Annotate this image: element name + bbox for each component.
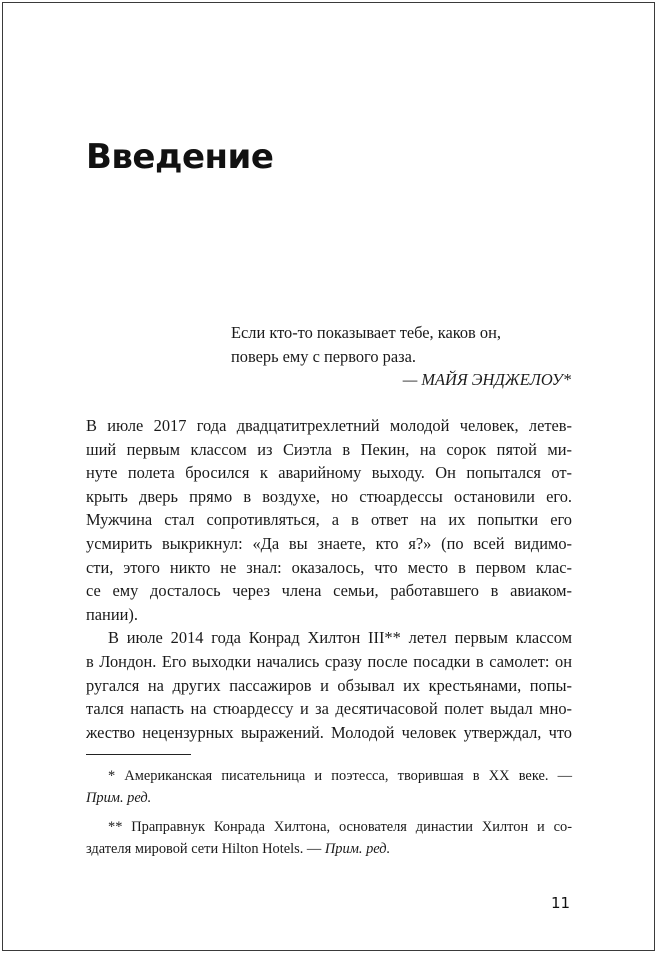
epigraph-line: Если кто-то показывает тебе, каков он, — [231, 323, 501, 342]
text-line: пании). — [86, 604, 138, 624]
text-line: сти, этого никто не знал: оказалось, что место в первом клас- — [86, 557, 572, 577]
text-line: се ему досталось через члена семьи, работавшего в авиаком- — [86, 581, 572, 601]
epigraph-author: — МАЙЯ ЭНДЖЕЛОУ* — [402, 370, 571, 390]
epigraph-line: поверь ему с первого раза. — [231, 346, 416, 366]
body-text — [86, 414, 572, 744]
footnote-line: ** Праправнук Конрада Хилтона, основателя династии Хилтон и со- — [108, 818, 572, 835]
footnote-editor-mark: Прим. ред. — [86, 790, 152, 807]
book-page — [2, 2, 655, 951]
epigraph — [231, 321, 571, 392]
footnote-line: * Американская писательница и поэтесса, творившая в XX веке. — — [108, 768, 572, 784]
paragraph-1 — [86, 414, 572, 626]
text-line: Мужчина стал сопротивляться, а в ответ на их попытки его — [86, 510, 572, 530]
text-line: ший первым классом из Сиэтла в Пекин, на сорок пятой ми- — [86, 439, 572, 459]
footnote-text: здателя мировой сети Hilton Hotels. — — [86, 841, 325, 858]
text-line: В июле 2014 года Конрад Хилтон III** летел первым классом — [108, 628, 572, 648]
page-number: 11 — [551, 894, 571, 912]
chapter-title: Введение — [86, 137, 274, 177]
footnote-1 — [86, 765, 572, 810]
text-line: жество нецензурных выражений. Молодой человек утверждал, что — [86, 722, 572, 742]
text-line: в Лондон. Его выходки начались сразу после посадки в самолет: он — [86, 651, 572, 671]
footnote-editor-mark: Прим. ред. — [324, 841, 391, 858]
footnotes — [86, 765, 572, 861]
footnote-2 — [86, 816, 572, 861]
text-line: усмирить выкрикнул: «Да вы знаете, кто я?» (по всей видимо- — [86, 533, 572, 553]
footnote-divider — [86, 754, 191, 755]
text-line: тался напасть на стюардессу и за десятичасовой полет выдал мно- — [86, 699, 572, 719]
footnote-line — [86, 838, 572, 860]
text-line: крыть дверь прямо в воздухе, но стюардессы остановили его. — [86, 486, 572, 506]
paragraph-2 — [86, 626, 572, 744]
text-line: В июле 2017 года двадцатитрехлетний молодой человек, летев- — [86, 416, 572, 435]
text-line: ругался на других пассажиров и обзывал их крестьянами, попы- — [86, 675, 572, 695]
text-line: нуте полета бросился к аварийному выходу. Он попытался от- — [86, 463, 572, 483]
